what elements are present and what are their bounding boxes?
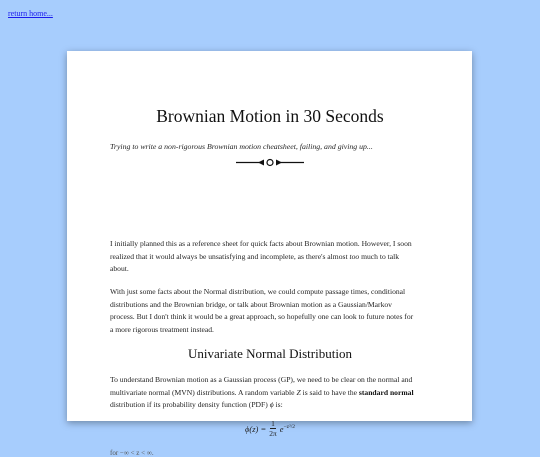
text-span: multivariate normal (MVN) distributions. A random variable xyxy=(110,387,295,397)
cutoff-text: for −∞ < z < ∞. xyxy=(110,449,154,457)
text-line: distributions and the Brownian bridge, or talk about Brownian motion as a Gaussian/Markov xyxy=(110,299,392,309)
text-span: is said to have the xyxy=(302,387,358,397)
text-line xyxy=(110,399,430,412)
pdf-equation xyxy=(110,419,430,443)
text-line: I initially planned this as a reference sheet for quick facts about Brownian motion. However, I soon xyxy=(110,239,412,248)
equation-exponential xyxy=(280,424,295,434)
normal-distribution-paragraph xyxy=(110,374,430,412)
text-line: With just some facts about the Normal distribution, we could compute passage times, conditional xyxy=(110,287,406,296)
math-variable: ϕ xyxy=(269,400,274,410)
fraction-denominator: 2π xyxy=(269,429,277,438)
text-line: a more rigorous treatment instead. xyxy=(110,325,214,335)
equation-lhs: ϕ(z) = xyxy=(244,423,267,434)
math-variable: Z xyxy=(296,387,301,397)
emphasis-text: too xyxy=(349,251,360,261)
second-paragraph xyxy=(110,286,430,337)
text-line xyxy=(110,387,430,400)
return-home-link[interactable]: return home... xyxy=(8,9,53,18)
text-span: much to talk xyxy=(361,251,400,261)
equation-fraction xyxy=(269,419,277,438)
text-span: realized that it would always be unsatisfying and incomplete, as there's almost xyxy=(110,251,348,261)
standard-normal-term: standard normal xyxy=(358,387,414,397)
text-span: is: xyxy=(275,400,283,410)
text-line: To understand Brownian motion as a Gaussian process (GP), we need to be clear on the normal and xyxy=(110,375,413,384)
page-subtitle: Trying to write a non-rigorous Brownian motion cheatsheet, failing, and giving up... xyxy=(110,142,373,151)
section-heading: Univariate Normal Distribution xyxy=(188,346,352,361)
exp-exponent: −z²/2 xyxy=(283,423,296,430)
text-line: process. But I don't think it would be a great approach, so hopefully one can look to future notes for xyxy=(110,312,414,322)
text-line: about. xyxy=(110,264,129,274)
text-span: distribution if its probability density function (PDF) xyxy=(110,400,268,410)
page-title: Brownian Motion in 30 Seconds xyxy=(156,106,384,126)
fraction-numerator: 1 xyxy=(271,419,275,428)
ornament-divider-icon xyxy=(236,158,304,167)
intro-paragraph xyxy=(110,238,430,276)
text-line xyxy=(110,251,430,264)
exp-base: e xyxy=(279,423,284,434)
